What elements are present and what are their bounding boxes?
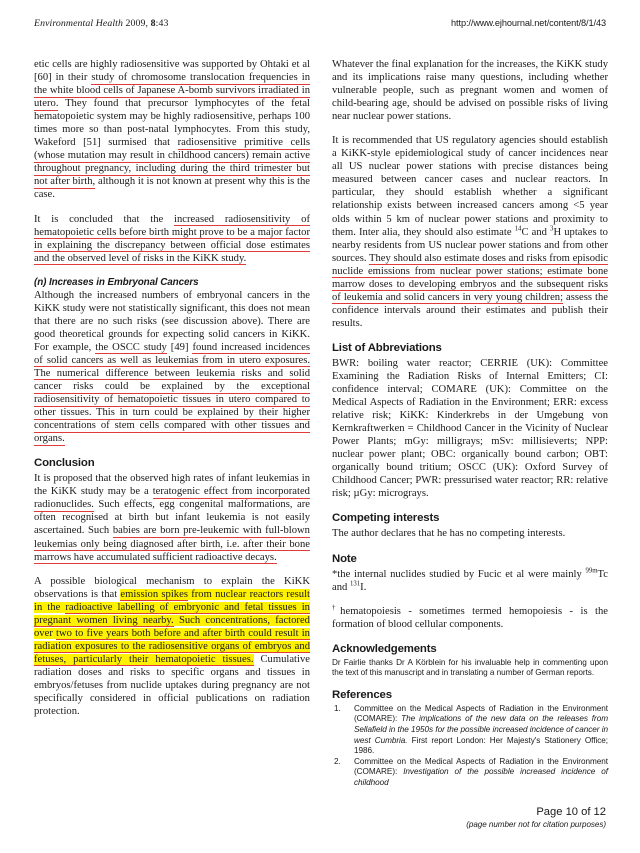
references-list	[332, 704, 608, 789]
reference-number: 1.	[334, 703, 341, 713]
note-asterisk	[332, 568, 608, 594]
journal-citation	[34, 18, 168, 29]
text-run: It is recommended that US regulatory agencies should establish a KiKK-style epidemiological study of cancer incidences near all US nuclear power stations with precise distances being measured between cancer cases and nuclear reactors. In particular, they should establish whether a significant relationship exists between increased cancers among <5 year olds within 5 km of nuclear power stations and proximity to them. Inter alia, they should also estimate	[332, 135, 608, 238]
annotated-underline: study of chromosome translocation frequencies in the white blood cells of Japanese A-bomb survivors irradiated in utero.	[34, 72, 310, 110]
section-heading-abbreviations: List of Abbreviations	[332, 341, 442, 354]
body-columns	[34, 58, 608, 789]
abbreviations-text: BWR: boiling water reactor; CERRIE (UK): Committee Examining the Radiation Risks of Internal Emitters; CI: confidence interval; COMARE (UK): Committee on the Medical Aspects of Radiation in the Environment; ERR: excess relative risk; KiKK: Kinderkrebs in der Umgebung von Kernkraftwerken = Childhood Cancer in the Vicinity of Nuclear Power Plants; mGy: milligrays; mSv: millisieverts; NPP: nuclear power plant; OBC: organically bound carbon; OBT: organically bound tritium; OSCC (UK): Oxford Survey of Childhood Cancer; PWR: pressurised water reactor; RR: relative risk; µGy: micrograys.	[332, 357, 608, 500]
annotated-underline: the OSCC study	[95, 341, 167, 353]
paragraph-continuation	[34, 58, 310, 202]
section-heading-competing-interests: Competing interests	[332, 512, 440, 525]
annotated-highlight-underline: two to five years both before and after birth could result in radiation exposures to the radiosensitive organs of embryos and fetuses, particularly their hematopoietic tissues.	[34, 627, 310, 665]
text-run: It is proposed that the observed high rates of infant leukemias in the KiKK study may be a	[34, 473, 310, 498]
text-run: H uptakes to nearby residents from US nuclear power stations and from other sources.	[332, 226, 608, 264]
isotope-superscript-3: 3	[550, 225, 554, 233]
section-heading-references: References	[332, 688, 392, 701]
page-number: Page 10 of 12	[536, 806, 606, 818]
journal-year: 2009,	[122, 18, 151, 29]
section-heading-conclusion: Conclusion	[34, 457, 95, 470]
annotated-underline: teratogenic effect from incorporated radionuclides.	[34, 486, 310, 511]
acknowledgements-text: Dr Fairlie thanks Dr A Körblein for his invaluable help in commenting upon the text of this manuscript and in translating a number of German reports.	[332, 657, 608, 678]
text-run: A possible biological mechanism to explain the KiKK observations is that	[34, 575, 310, 600]
subsection-heading: (n) Increases in Embryonal Cancers	[34, 276, 199, 288]
text-run: Committee on the Medical Aspects of Radiation in the Environment (COMARE):	[354, 703, 608, 724]
text-run: First report London: Her Majesty's Stationery Office; 1986.	[354, 735, 608, 756]
text-run: assess the confidence intervals around their estimates and publish their results.	[332, 291, 608, 329]
running-header	[34, 18, 606, 29]
reference-item	[332, 704, 608, 757]
dagger-marker: †	[332, 604, 341, 612]
annotated-underline: radiosensitive primitive cells (whose mutation may result in childhood cancers) remain active throughout pregnancy, including during the third trimester but not after birth,	[34, 137, 310, 188]
text-run: [49]	[166, 341, 193, 353]
citation-disclaimer: (page number not for citation purposes)	[466, 820, 606, 829]
journal-name: Environmental Health	[34, 18, 123, 29]
text-run: It is concluded that the	[34, 213, 175, 225]
text-run: C and	[521, 226, 551, 238]
right-column	[332, 58, 608, 789]
section-heading-note: Note	[332, 552, 357, 565]
text-run: although it is not known at present why this is the case.	[34, 176, 310, 201]
text-run: *the internal nuclides studied by Fucic et al were mainly	[332, 568, 586, 580]
isotope-superscript-99m: 99m	[585, 566, 598, 574]
text-run: I.	[360, 581, 367, 593]
annotated-highlight: from nuclear reactors result in the	[34, 588, 311, 613]
text-run: Such effects, egg congenital malformations, are often recognised at birth but infant leukemia is not easily ascertained. Such	[34, 499, 310, 537]
isotope-superscript-131: 131	[349, 580, 361, 588]
annotated-highlight: Such concentrations, factored over	[34, 614, 310, 639]
journal-issue: :43	[155, 18, 169, 29]
paragraph	[34, 213, 310, 265]
annotated-highlight-underline: emission spikes	[120, 588, 188, 600]
text-run: Committee on the Medical Aspects of Radiation in the Environment (COMARE):	[354, 756, 608, 777]
reference-item	[332, 757, 608, 789]
reference-title: Investigation of the possible increased incidence of childhood	[354, 767, 608, 788]
text-run: etic cells are highly radiosensitive was supported by Ohtaki et al [60] in their	[34, 59, 310, 84]
annotated-underline: babies are born pre-leukemic with full-blown leukemias only being diagnosed after birth, i.e. after their bone marrows have accumulated sufficient radioactive decays.	[34, 525, 310, 563]
annotated-underline: The numerical difference between leukemia risks and solid cancer risks could be explained by the exceptional radiosensitivity of hematopoietic tissues in utero compared to other tissues. This in turn could be explained by their higher concentrations of stem cells compared with other tissues and organs.	[34, 367, 310, 445]
article-url[interactable]: http://www.ejhournal.net/content/8/1/43	[451, 18, 606, 28]
paragraph-highlighted	[34, 575, 310, 719]
text-run: Although the increased numbers of embryonal cancers in the KiKK study were not statistically significant, this does not mean that there are no such risks (see discussion above). There are good theoretical grounds for expecting solid cancers in KiKK. For example,	[34, 289, 310, 353]
paragraph	[34, 472, 310, 563]
paragraph: Whatever the final explanation for the increases, the KiKK study and its implications raise many questions, including whether vulnerable people, such as pregnant women and women of child-bearing age, should be advised on possible risks of living near nuclear power stations.	[332, 59, 608, 123]
reference-number: 2.	[334, 756, 341, 766]
text-run: Tc and	[332, 568, 608, 593]
isotope-superscript-14: 14	[514, 225, 522, 233]
paragraph	[332, 134, 608, 330]
annotated-underline: They should also estimate doses and risks from episodic nuclide emissions from nuclear power stations; estimate bone marrow doses to developing embryos and the subsequent risks of leukemia and solid cancers in very young children;	[332, 252, 608, 303]
page-footer	[466, 806, 606, 829]
section-heading-acknowledgements: Acknowledgements	[332, 642, 437, 655]
text-run: They found that precursor lymphocytes of the fetal hematopoietic system may be highly radiosensitive, perhaps 100 times more so than post-natal lymphocytes. From this study, Wakeford [51] surmised that	[34, 98, 310, 149]
note-dagger	[332, 605, 608, 631]
journal-volume: 8	[150, 18, 156, 29]
annotated-underline: found increased incidences of solid cancers as well as leukemias from in utero exposures.	[34, 341, 310, 366]
left-column	[34, 58, 310, 789]
annotated-underline: increased radiosensitivity of hematopoietic cells before birth might prove to be a major factor in explaining the discrepancy between official dose estimates and the observed level of risks in the KiKK study.	[34, 213, 310, 264]
text-run: hematopoiesis - sometimes termed hemopoiesis - is the formation of blood cellular components.	[332, 605, 608, 630]
reference-title: The implications of the new data on the releases from Sellafield in the 1950s for the possible increased incidence of cancer in west Cumbria.	[354, 714, 608, 745]
annotated-highlight-underline: radioactive labelling of embryonic and fetal tissues in pregnant women living nearby.	[34, 601, 310, 626]
competing-interests-text: The author declares that he has no competing interests.	[332, 528, 566, 540]
text-run: Cumulative radiation doses and risks to specific organs and tissues in embryos/fetuses from nuclide uptakes during pregnancy are not specifically considered in official publications on radiation protection.	[34, 653, 310, 718]
paragraph	[34, 289, 310, 446]
